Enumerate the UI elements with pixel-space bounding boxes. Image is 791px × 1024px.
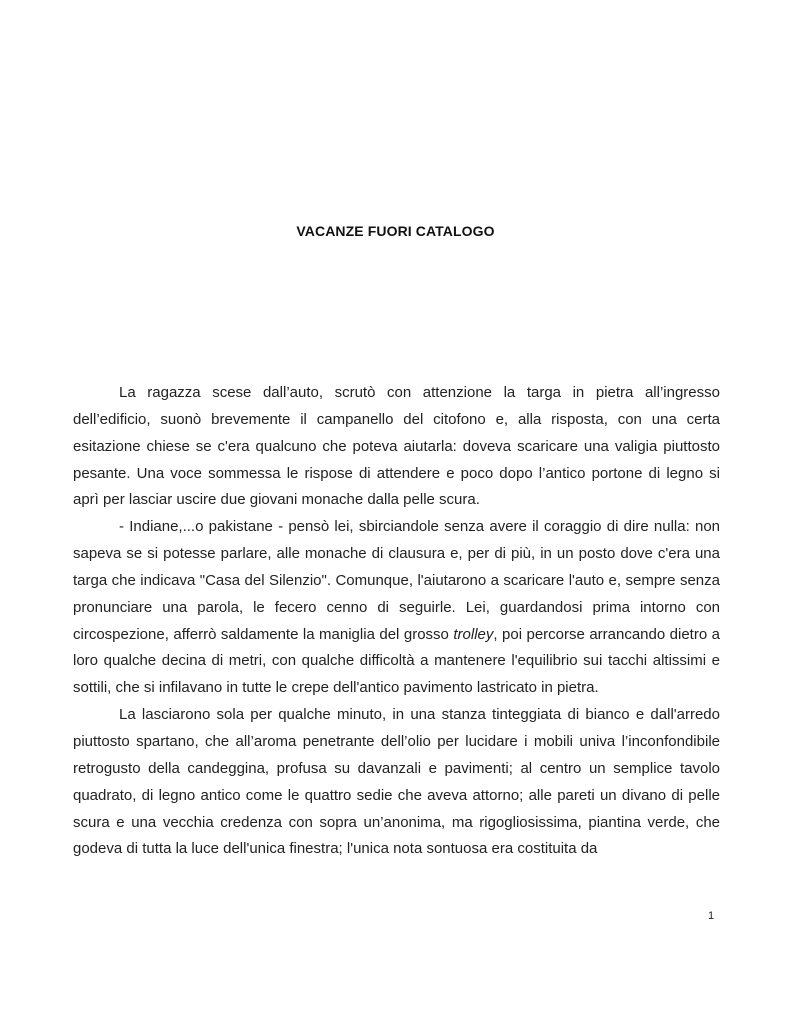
document-title: VACANZE FUORI CATALOGO <box>296 223 495 239</box>
paragraph <box>73 380 720 514</box>
document-body <box>73 380 720 863</box>
paragraph <box>73 514 720 702</box>
paragraph-text: La ragazza scese dall’auto, scrutò con attenzione la targa in pietra all’ingresso dell’edificio, suonò brevemente il campanello del citofono e, alla risposta, con una certa esitazione chiese se c'era qualcuno che poteva aiutarla: doveva scaricare una valigia piuttosto pesante. Una voce sommessa le rispose di attendere e poco dopo l’antico portone di legno si aprì per lasciar uscire due giovani monache dalla pelle scura. <box>73 384 720 509</box>
paragraph-text: , poi percorse arrancando dietro a loro qualche decina di metri, con qualche difficoltà a mantenere l'equilibrio sui tacchi altissimi e sottili, che si infilavano in tutte le crepe dell'antico pavimento lastricato in pietra. <box>73 625 720 697</box>
italic-word: trolley <box>453 625 494 643</box>
paragraph-text: La lasciarono sola per qualche minuto, in una stanza tinteggiata di bianco e dall'arredo piuttosto spartano, che all’aroma penetrante dell’olio per lucidare i mobili univa l’inconfondibile retrogusto della candeggina, profusa su davanzali e pavimenti; al centro un semplice tavolo quadrato, di legno antico come le quattro sedie che aveva attorno; alle pareti un divano di pelle scura e una vecchia credenza con sopra un’anonima, ma rigogliosissima, piantina verde, che godeva di tutta la luce dell'unica finestra; l'unica nota sontuosa era costituita da <box>73 706 720 858</box>
paragraph <box>73 702 720 863</box>
page-number: 1 <box>708 910 715 922</box>
paragraph-text: - Indiane,...o pakistane - pensò lei, sbirciandole senza avere il coraggio di dire nulla: non sapeva se si potesse parlare, alle monache di clausura e, per di più, in un posto dove c'era una targa che indicava "Casa del Silenzio". Comunque, l'aiutarono a scaricare l'auto e, sempre senza pronunciare una parola, le fecero cenno di seguirle. Lei, guardandosi prima intorno con circospezione, afferrò saldamente la maniglia del grosso <box>73 518 720 643</box>
